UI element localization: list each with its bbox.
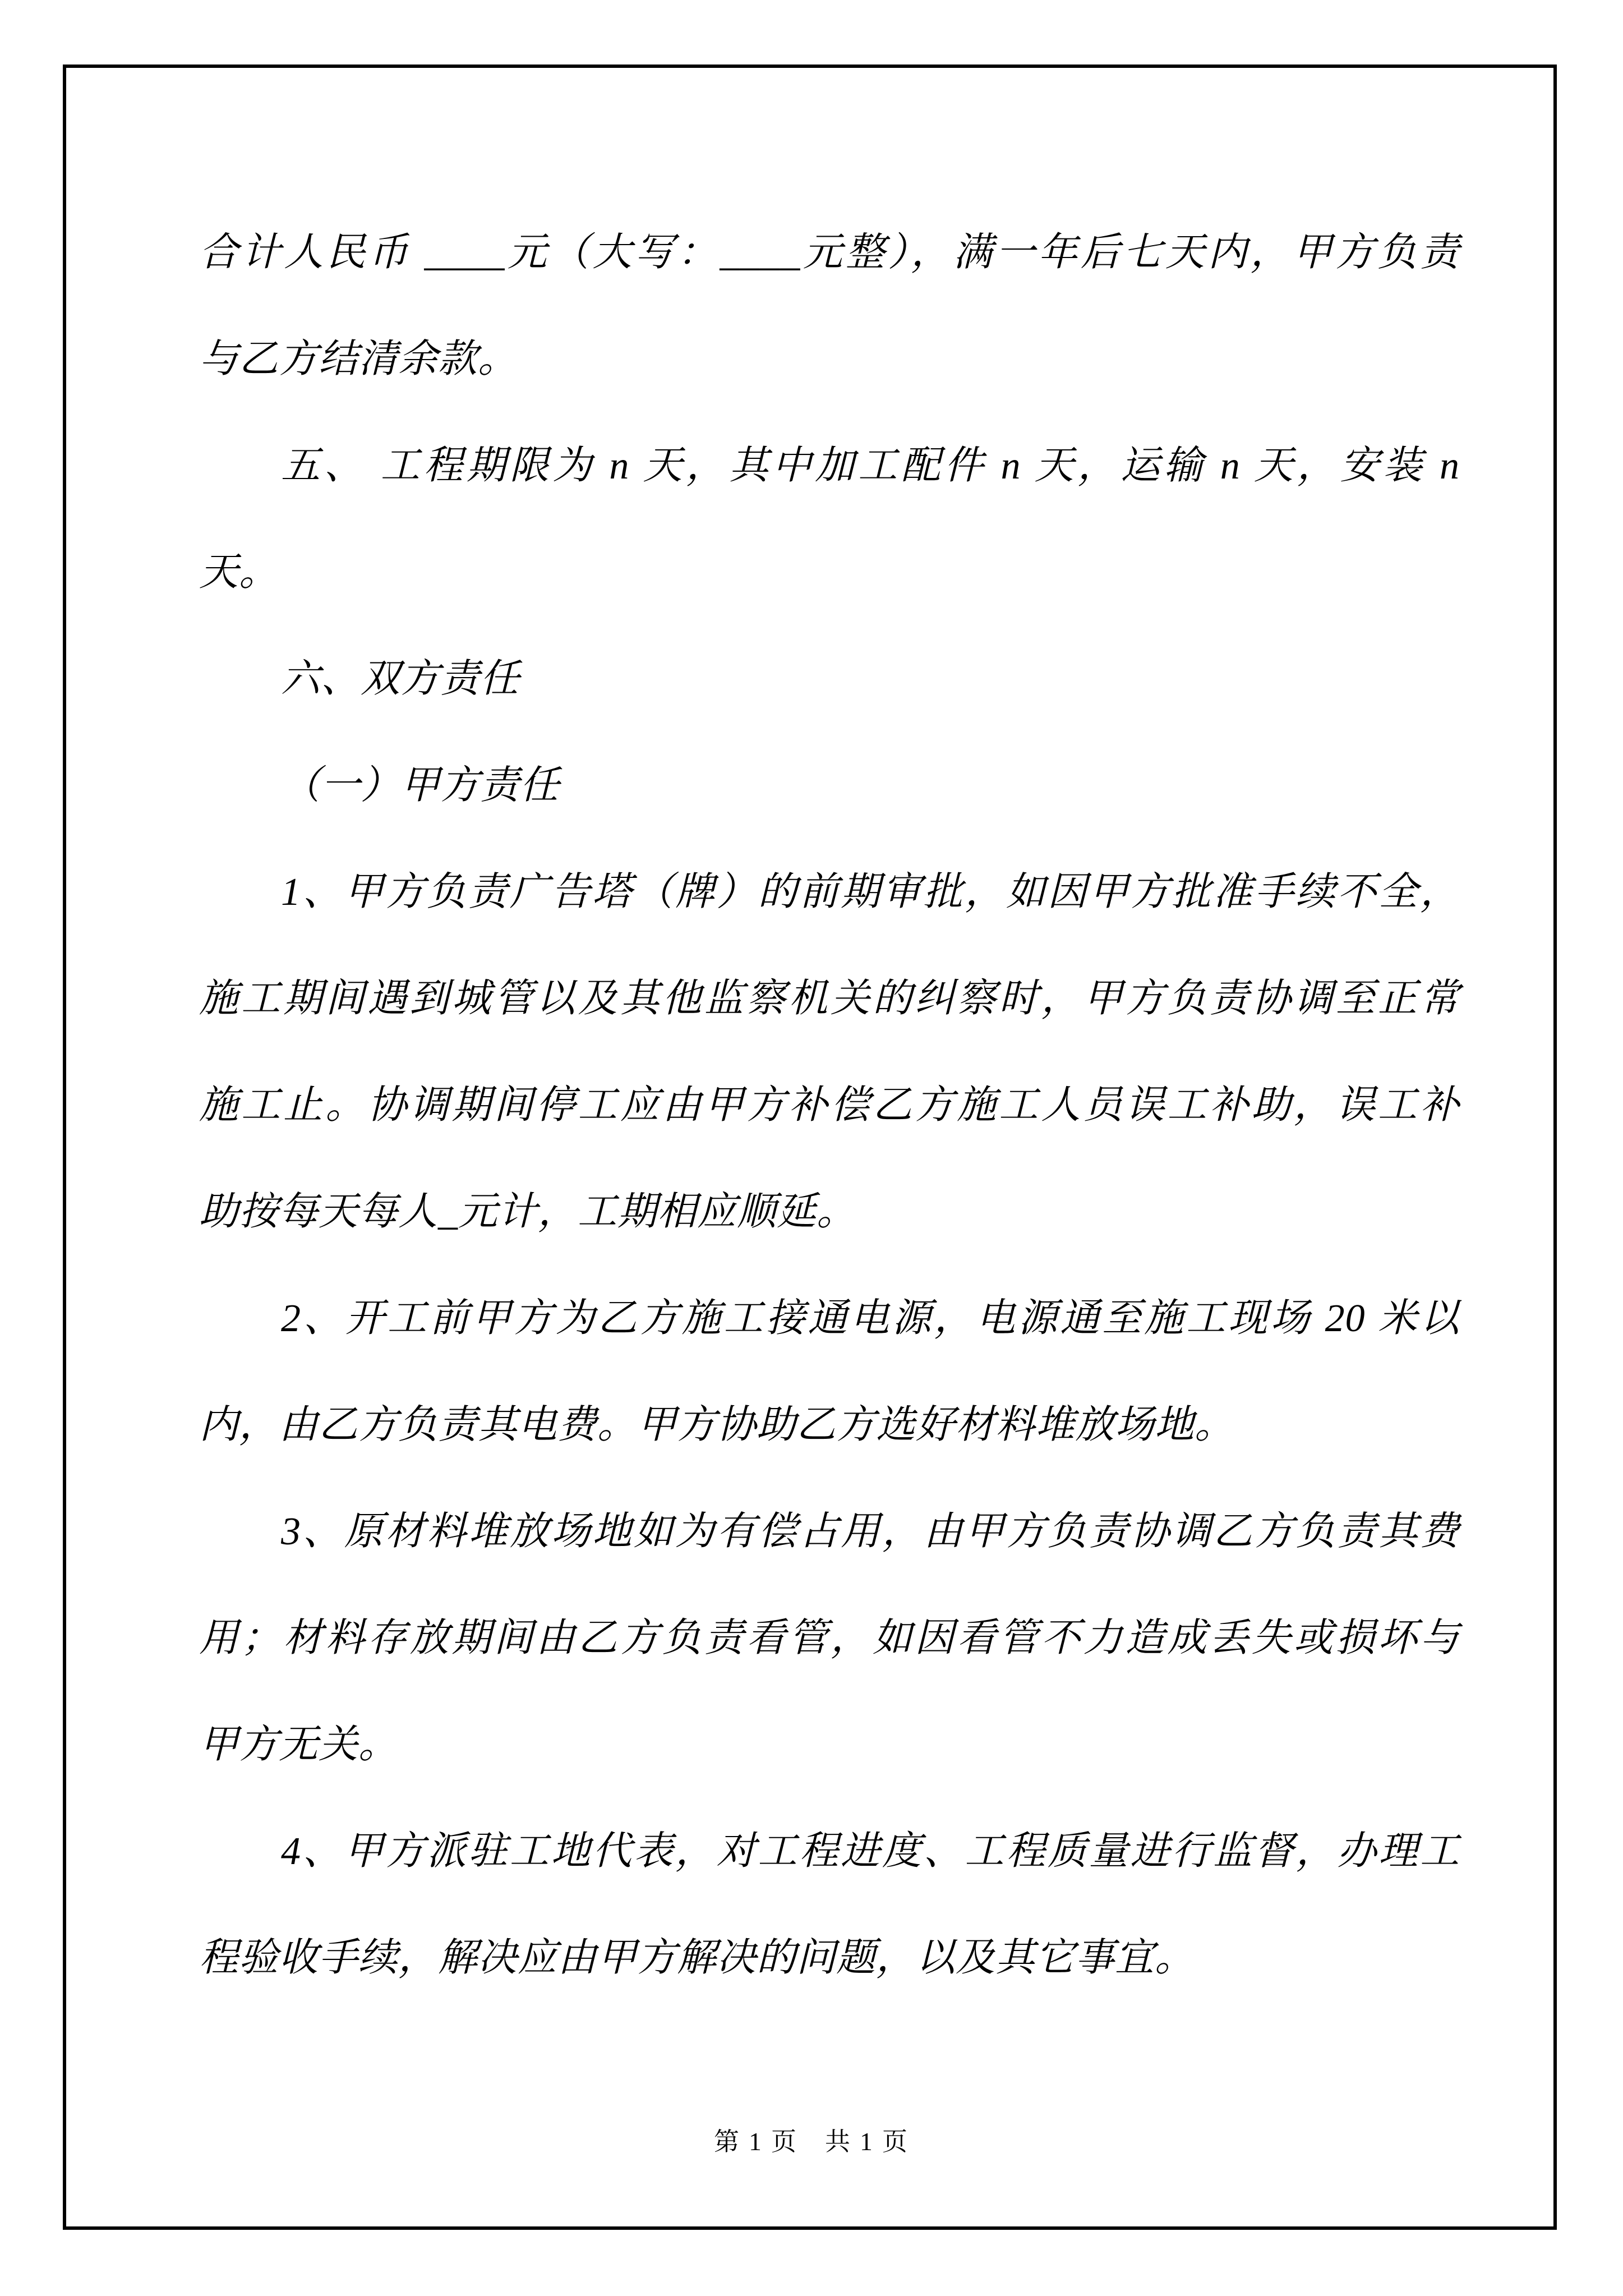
text-line: 助按每天每人_元计，工期相应顺延。 <box>199 1190 856 1234</box>
text-line: 与乙方结清余款。 <box>199 338 518 381</box>
text-line: 4、甲方派驻工地代表，对工程进度、工程质量进行监督，办理工 <box>281 1830 1460 1873</box>
page-footer <box>0 2125 1623 2159</box>
text-line: 施工期间遇到城管以及其他监察机关的纠察时，甲方负责协调至正常 <box>199 977 1460 1020</box>
text-line: 合计人民币 ____元（大写：____元整），满一年后七天内，甲方负责 <box>199 231 1460 274</box>
text-line: 内，由乙方负责其电费。甲方协助乙方选好材料堆放场地。 <box>199 1404 1234 1447</box>
text-line: 天。 <box>199 551 279 594</box>
text-line: 施工止。协调期间停工应由甲方补偿乙方施工人员误工补助，误工补 <box>199 1084 1460 1127</box>
text-line: 用；材料存放期间由乙方负责看管，如因看管不力造成丢失或损坏与 <box>199 1617 1460 1660</box>
section-heading: 六、双方责任 <box>281 657 520 701</box>
section-heading: （一）甲方责任 <box>281 764 560 807</box>
page-number: 第 1 页 共 1 页 <box>713 2128 909 2156</box>
text-line: 甲方无关。 <box>199 1723 398 1766</box>
text-line: 五、 工程期限为 n 天，其中加工配件 n 天，运输 n 天，安装 n <box>281 444 1460 487</box>
document-text <box>199 200 1460 2012</box>
text-line: 3、原材料堆放场地如为有偿占用，由甲方负责协调乙方负责其费 <box>281 1510 1460 1553</box>
text-line: 1、甲方负责广告塔（牌）的前期审批，如因甲方批准手续不全， <box>281 871 1460 914</box>
text-line: 程验收手续，解决应由甲方解决的问题，以及其它事宜。 <box>199 1936 1195 1980</box>
text-line: 2、开工前甲方为乙方施工接通电源，电源通至施工现场 20 米以 <box>281 1297 1460 1340</box>
